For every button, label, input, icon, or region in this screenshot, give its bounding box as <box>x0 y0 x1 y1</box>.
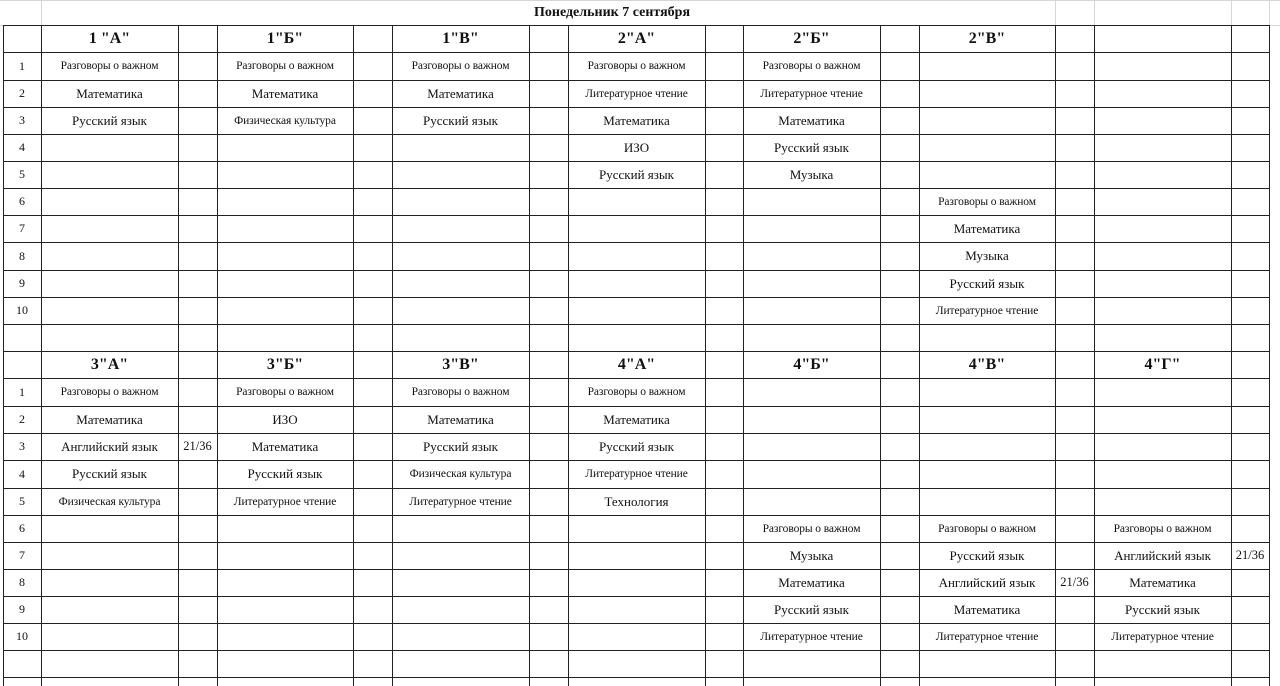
grid-hline <box>3 515 1269 516</box>
lesson-cell: Разговоры о важном <box>60 386 159 398</box>
lesson-cell: Литературное чтение <box>409 495 512 508</box>
period-number: 3 <box>19 439 25 453</box>
sheet-title: Понедельник 7 сентября <box>533 4 691 20</box>
lesson-cell: Математика <box>76 411 143 427</box>
class-header: 3"Б" <box>266 355 304 373</box>
period-number: 2 <box>19 412 25 426</box>
lesson-cell: Русский язык <box>774 139 849 155</box>
grid-hline <box>3 677 1269 678</box>
lesson-cell: Разговоры о важном <box>236 60 334 72</box>
lesson-cell: Литературное чтение <box>1111 630 1214 643</box>
class-header: 1"Б" <box>266 29 304 47</box>
lesson-cell: Математика <box>427 411 494 427</box>
grid-vline <box>529 25 530 686</box>
lesson-cell: Литературное чтение <box>935 630 1039 643</box>
lesson-cell: Разговоры о важном <box>762 60 861 72</box>
lesson-cell: Русский язык <box>423 438 498 454</box>
period-number: 2 <box>19 86 25 100</box>
lesson-cell: Математика <box>953 601 1021 617</box>
lesson-cell: Физическая культура <box>409 468 512 480</box>
grid-vline <box>880 25 881 686</box>
lesson-cell: Математика <box>778 574 845 590</box>
grid-hline <box>3 324 1269 325</box>
lesson-cell: Разговоры о важном <box>1113 522 1212 535</box>
lesson-cell: Английский язык <box>61 438 158 454</box>
period-number: 4 <box>19 466 25 481</box>
grid-hline <box>3 542 1269 543</box>
class-header: 4"В" <box>968 355 1006 373</box>
lesson-cell: Музыка <box>965 248 1009 263</box>
grid-vline <box>705 25 706 686</box>
period-number: 5 <box>19 167 25 181</box>
lesson-cell: Разговоры о важном <box>411 60 510 72</box>
grid-hline <box>3 242 1269 243</box>
lesson-cell: Математика <box>1129 574 1196 590</box>
lesson-cell: Литературное чтение <box>585 87 688 100</box>
lesson-cell: Разговоры о важном <box>236 386 334 398</box>
class-header: 2"А" <box>617 29 656 47</box>
class-header <box>1094 25 1231 52</box>
period-number: 1 <box>19 384 25 399</box>
lesson-cell: Русский язык <box>247 466 323 481</box>
lesson-cell: Математика <box>427 85 494 101</box>
grid-hline <box>3 188 1269 189</box>
lesson-cell: Разговоры о важном <box>762 522 861 535</box>
class-header: 3"В" <box>442 355 479 373</box>
lesson-cell: Литературное чтение <box>233 495 337 508</box>
gridline <box>1231 0 1232 25</box>
lesson-cell: Математика <box>953 220 1021 236</box>
lesson-cell: Музыка <box>789 547 834 563</box>
class-header: 3"А" <box>90 355 129 373</box>
lesson-cell: ИЗО <box>272 411 298 427</box>
gridline <box>1269 0 1270 25</box>
class-header: 4"Б" <box>793 355 830 373</box>
lesson-cell: Русский язык <box>423 112 498 128</box>
grid-vline <box>1269 25 1270 686</box>
lesson-cell: Разговоры о важном <box>587 386 686 398</box>
period-number: 7 <box>19 548 25 562</box>
lesson-cell: Физическая культура <box>58 495 161 508</box>
class-header: 2"Б" <box>793 29 830 47</box>
gridline <box>1094 0 1095 25</box>
room-number: 21/36 <box>183 439 212 453</box>
class-header: 2"В" <box>968 29 1006 47</box>
lesson-cell: Русский язык <box>599 166 674 182</box>
lesson-cell: Литературное чтение <box>760 87 863 100</box>
class-header: 1 "А" <box>88 29 131 47</box>
lesson-cell: Русский язык <box>949 275 1025 291</box>
room-number: 21/36 <box>1235 548 1265 562</box>
lesson-cell: Разговоры о важном <box>60 60 159 72</box>
lesson-cell: Разговоры о важном <box>411 386 510 398</box>
lesson-cell: Математика <box>251 438 319 454</box>
class-header: 1"В" <box>442 29 479 47</box>
lesson-cell: ИЗО <box>623 139 650 155</box>
lesson-cell: Музыка <box>789 166 834 182</box>
class-header: 4"А" <box>617 355 656 373</box>
gridline <box>1055 0 1056 25</box>
lesson-cell: Литературное чтение <box>935 304 1039 317</box>
period-number: 7 <box>19 221 25 235</box>
lesson-cell: Русский язык <box>72 466 147 481</box>
lesson-cell: Математика <box>778 112 845 128</box>
period-number: 6 <box>19 194 25 208</box>
lesson-cell: Русский язык <box>599 438 674 454</box>
lesson-cell: Математика <box>603 112 670 128</box>
lesson-cell: Русский язык <box>72 112 147 128</box>
lesson-cell: Литературное чтение <box>585 468 688 480</box>
room-number: 21/36 <box>1060 575 1089 589</box>
lesson-cell: Технология <box>604 493 669 509</box>
lesson-cell: Литературное чтение <box>760 630 863 643</box>
period-number: 10 <box>16 303 28 317</box>
grid-hline <box>3 650 1269 651</box>
grid-hline <box>3 215 1269 216</box>
period-number: 9 <box>19 276 25 290</box>
lesson-cell: Английский язык <box>1114 547 1211 563</box>
lesson-cell: Разговоры о важном <box>938 195 1036 208</box>
period-number: 6 <box>19 521 25 535</box>
class-header: 4"Г" <box>1144 355 1181 373</box>
grid-vline <box>353 25 354 686</box>
grid-hline <box>3 596 1269 597</box>
grid-hline <box>3 297 1269 298</box>
lesson-cell: Русский язык <box>1125 601 1200 617</box>
grid-hline <box>3 270 1269 271</box>
period-number: 8 <box>19 575 25 589</box>
period-number: 3 <box>19 113 25 127</box>
grid-hline <box>3 623 1269 624</box>
gridline <box>41 0 42 25</box>
lesson-cell: Английский язык <box>938 574 1036 590</box>
lesson-cell: Разговоры о важном <box>938 522 1036 535</box>
period-number: 5 <box>19 494 25 508</box>
period-number: 4 <box>19 140 25 154</box>
period-number: 8 <box>19 248 25 263</box>
period-number: 9 <box>19 602 25 616</box>
period-number: 1 <box>19 58 25 73</box>
lesson-cell: Математика <box>603 411 670 427</box>
grid-vline <box>178 25 179 686</box>
lesson-cell: Русский язык <box>949 547 1025 563</box>
period-number: 10 <box>16 629 28 643</box>
lesson-cell: Разговоры о важном <box>587 60 686 72</box>
grid-vline <box>1231 25 1232 686</box>
lesson-cell: Русский язык <box>774 601 849 617</box>
lesson-cell: Математика <box>251 85 319 101</box>
lesson-cell: Физическая культура <box>234 114 336 127</box>
lesson-cell: Математика <box>76 85 143 101</box>
